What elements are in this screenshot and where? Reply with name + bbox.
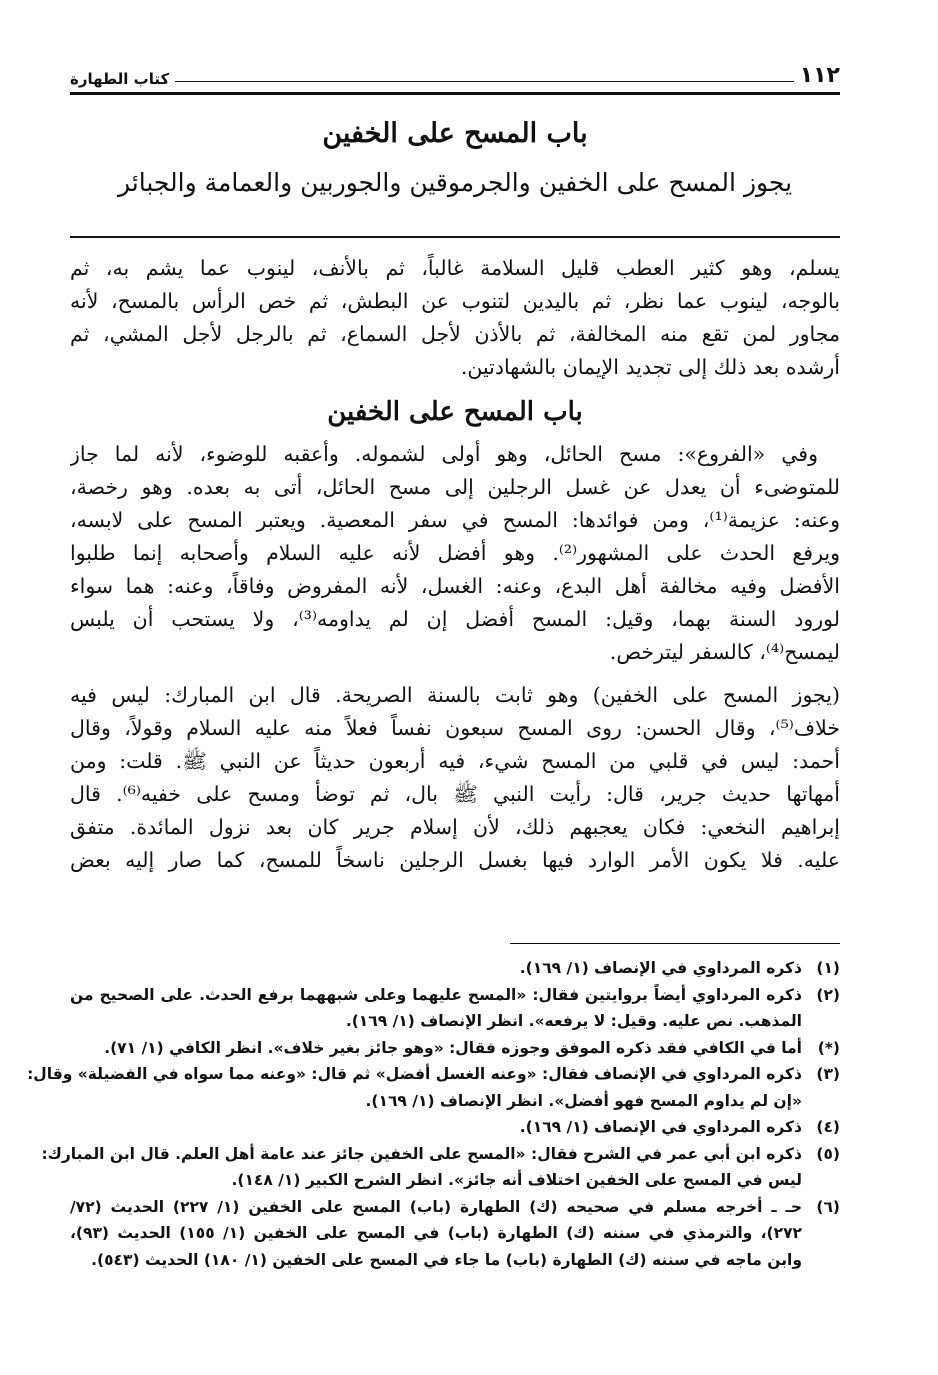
footnote-2	[70, 982, 840, 1035]
header-rule	[70, 92, 840, 95]
footnote-line: ذكره ابن أبي عمر في الشرح فقال: «المسح على الخفين جائز عند عامة أهل العلم. قال ابن المبارك:	[41, 1144, 802, 1163]
footnote-star	[70, 1035, 840, 1062]
text-line: وفي «الفروع»: مسح الحائل، وهو أولى لشموله. وأعقبه للوضوء، لأنه لما جاز	[70, 442, 818, 466]
running-title: كتاب الطهارة	[70, 70, 170, 88]
footnote-number: (٣)	[816, 1065, 840, 1083]
text-line: خلاف⁽⁵⁾، وقال الحسن: روى المسح سبعون نفساً فعلاً منه عليه السلام وقولاً، وقال	[70, 716, 840, 740]
footnotes	[27, 955, 840, 1273]
footnote-separator	[510, 943, 840, 944]
footnote-6	[70, 1194, 840, 1274]
footnote-number: (*)	[817, 1038, 840, 1057]
running-header	[70, 60, 840, 88]
footnote-number: (١)	[816, 959, 840, 977]
footnote-number: (٦)	[816, 1197, 840, 1216]
footnote-4	[70, 1114, 840, 1141]
text-line: للمتوضىء أن يعدل عن غسل الرجلين إلى مسح الحائل، أتى به بعده. وهو رخصة،	[70, 475, 840, 499]
text-line: بالوجه، لينوب عما نظر، ثم باليدين لتنوب عن البطش، ثم خص الرأس بالمسح، لأنه	[70, 289, 840, 313]
text-line: أرشده بعد ذلك إلى تجديد الإيمان بالشهادتين.	[460, 355, 840, 379]
footnote-number: (٢)	[816, 985, 840, 1004]
text-line: إبراهيم النخعي: فكان يعجبهم ذلك، لأن إسلام جرير كان بعد نزول المائدة. متفق	[70, 815, 840, 839]
text-line: أحمد: ليس في قلبي من المسح شيء، فيه أربعون حديثاً عن النبي ﷺ. قلت: ومن	[70, 749, 840, 773]
text-line: أمهاتها حديث جرير، قال: رأيت النبي ﷺ بال، ثم توضأ ومسح على خفيه⁽⁶⁾. قال	[70, 782, 840, 806]
footnote-line: حـ ـ أخرجه مسلم في صحيحه (ك) الطهارة (باب) المسح على الخفين (١/ ٢٢٧) الحديث (٧٢/	[70, 1197, 802, 1216]
footnote-line: أما في الكافي فقد ذكره الموفق وجوزه فقال: «وهو جائز بغير خلاف». انظر الكافي (١/ ٧١).	[104, 1038, 802, 1057]
header-line	[175, 81, 794, 82]
footnote-number: (٥)	[816, 1144, 840, 1163]
footnote-3	[27, 1061, 840, 1114]
footnote-line: المذهب. نص عليه. وقيل: لا يرفعه». انظر الإنصاف (١/ ١٦٩).	[345, 1012, 802, 1030]
text-line: ويرفع الحدث على المشهور⁽²⁾. وهو أفضل لأنه عليه السلام وأصحابه إنما طلبوا	[70, 541, 840, 565]
chapter-title: باب المسح على الخفين	[322, 118, 588, 149]
text-line: يسلم، وهو كثير العطب قليل السلامة غالباً، ثم بالأنف، لينوب عما يشم به، ثم	[70, 256, 840, 280]
footnote-line: وابن ماجه في سننه (ك) الطهارة (باب) ما جاء في المسح على الخفين (١/ ١٨٠) الحديث (٥٤٣).	[91, 1250, 802, 1269]
matn-divider	[70, 236, 840, 238]
footnote-line: ذكره المرداوي في الإنصاف فقال: «وعنه الغسل أفضل» ثم قال: «وعنه مما سواه في الفضيلة» وقال:	[27, 1065, 802, 1083]
text-line: (يجوز المسح على الخفين) وهو ثابت بالسنة الصريحة. قال ابن المبارك: ليس فيه	[70, 683, 840, 707]
footnote-line: «إن لم يداوم المسح فهو أفضل». انظر الإنصاف (١/ ١٦٩).	[365, 1091, 802, 1110]
footnote-line: ذكره المرداوي في الإنصاف (١/ ١٦٩).	[519, 959, 802, 977]
commentary-body	[70, 252, 840, 877]
footnote-5	[41, 1141, 840, 1194]
paragraph-2	[70, 438, 840, 669]
footnote-line: ذكره المرداوي أيضاً بروايتين فقال: «المسح عليهما وعلى شبههما برفع الحدث. على الصحيح من	[70, 985, 802, 1004]
footnote-line: ليس في المسح على الخفين اختلاف أنه جائز». انظر الشرح الكبير (١/ ١٤٨).	[231, 1171, 802, 1189]
paragraph-1	[70, 252, 840, 384]
text-line: مجاور لمن تقع منه المخالفة، ثم بالأذن لأجل السماع، ثم بالرجل لأجل المشي، ثم	[70, 322, 840, 346]
footnote-line: ذكره المرداوي في الإنصاف (١/ ١٦٩).	[519, 1118, 802, 1136]
text-line: وعنه: عزيمة⁽¹⁾، ومن فوائدها: المسح في سفر المعصية. ويعتبر المسح على لابسه،	[70, 508, 840, 532]
text-line: عليه. فلا يكون الأمر الوارد فيها بغسل الرجلين ناسخاً للمسح، كما صار إليه بعض	[70, 848, 840, 872]
text-line: الأفضل وفيه مخالفة أهل البدع، وعنه: الغسل، لأنه المفروض وفاقاً، وعنه: هما سواء	[70, 574, 840, 598]
matn-text: يجوز المسح على الخفين والجرموقين والجوربين والعمامة والجبائر	[117, 168, 793, 197]
text-line: ليمسح⁽⁴⁾، كالسفر ليترخص.	[609, 640, 840, 664]
text-line: لورود السنة بهما، وقيل: المسح أفضل إن لم يداومه⁽³⁾، ولا يستحب أن يلبس	[70, 607, 840, 631]
page-number: ١١٢	[799, 63, 840, 88]
section-heading: باب المسح على الخفين	[327, 397, 583, 427]
footnote-line: ٢٧٢)، والترمذي في سننه (ك) الطهارة (باب) في المسح على الخفين (١/ ١٥٥) الحديث (٩٣)،	[70, 1224, 802, 1242]
footnote-1	[70, 955, 840, 982]
footnote-number: (٤)	[816, 1118, 840, 1136]
paragraph-3	[70, 679, 840, 877]
